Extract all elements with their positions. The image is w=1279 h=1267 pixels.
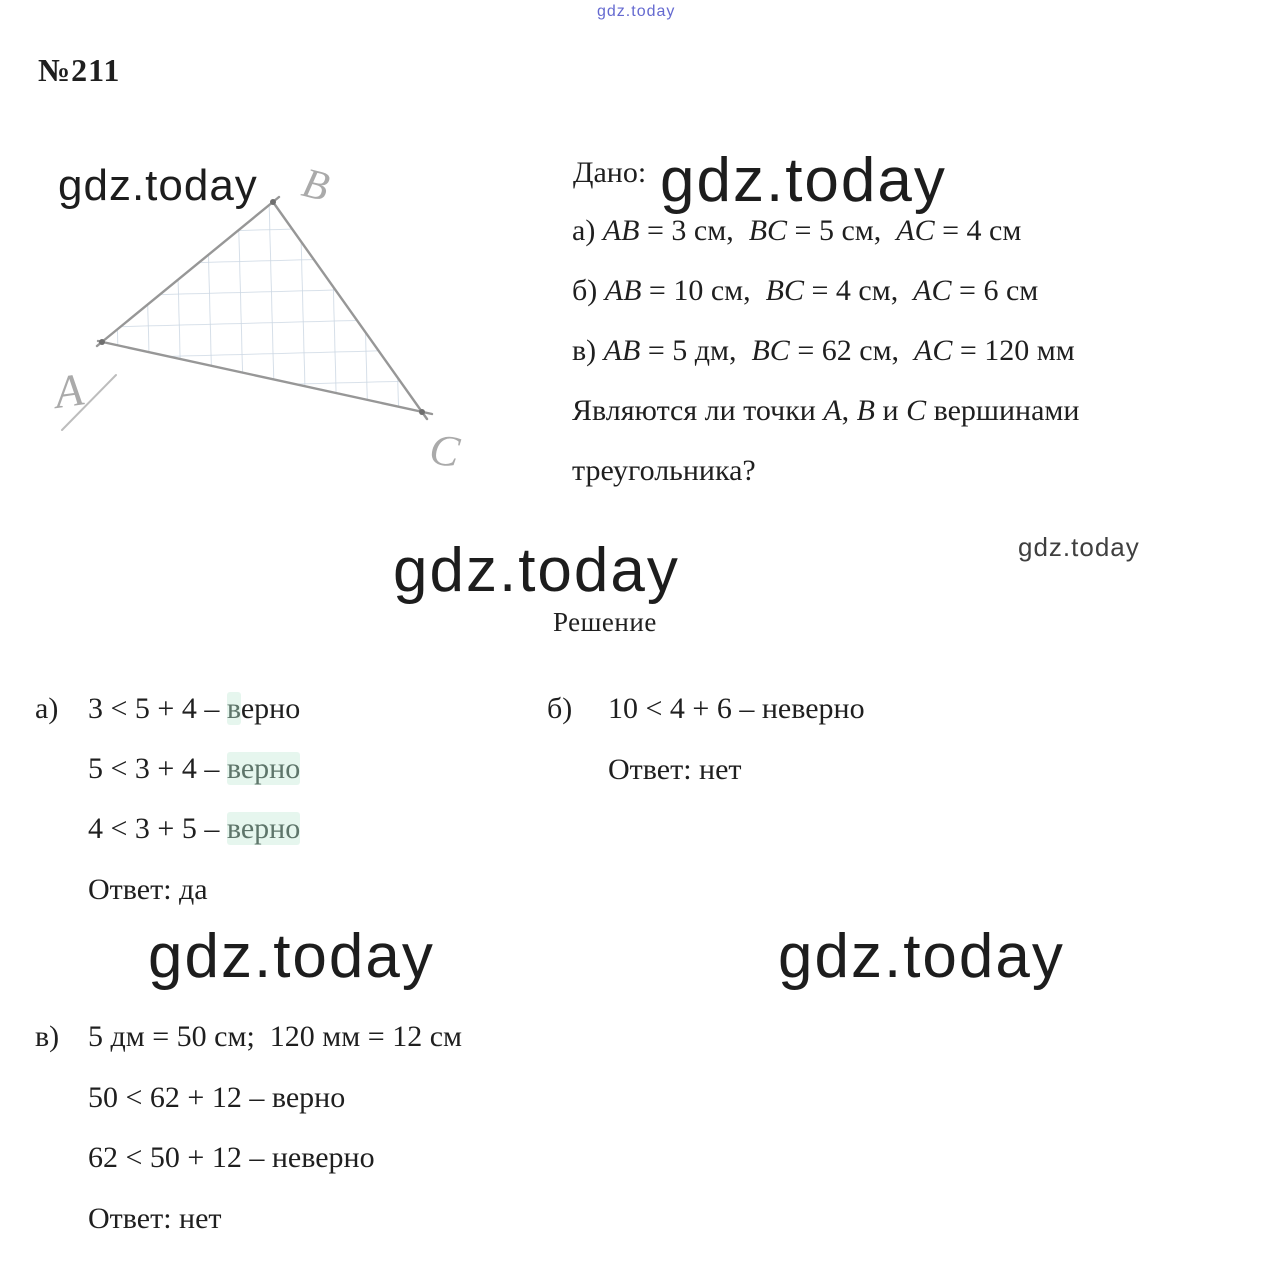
part-a-answer: Ответ: да [88, 873, 208, 906]
part-b-answer: Ответ: нет [608, 753, 742, 786]
question-line-2: треугольника? [572, 454, 756, 487]
watermark-bottom-left: gdz.today [148, 922, 435, 991]
solution-title: Решение [553, 607, 657, 637]
part-v-line-1: 5 дм = 50 см; 120 мм = 12 см [88, 1020, 462, 1053]
problem-number: №211 [38, 52, 121, 88]
vertex-label-c: C [426, 424, 463, 477]
part-a-line-2: 5 < 3 + 4 – верно [88, 752, 301, 785]
watermark-given: gdz.today [660, 146, 947, 215]
part-a-line-3: 4 < 3 + 5 – верно [88, 812, 301, 845]
given-line-a: а) AB = 3 см, BC = 5 см, AC = 4 см [572, 214, 1022, 247]
watermark-center: gdz.today [393, 536, 680, 605]
part-a-line-1: 3 < 5 + 4 – верно [88, 692, 301, 725]
part-b-line-1: 10 < 4 + 6 – неверно [608, 692, 865, 725]
watermark-top: gdz.today [597, 3, 676, 20]
part-v-line-3: 62 < 50 + 12 – неверно [88, 1141, 375, 1174]
watermark-figure: gdz.today [58, 161, 258, 210]
vertex-label-a: A [51, 363, 87, 418]
given-label: Дано: [573, 156, 647, 189]
part-b-label: б) [547, 692, 573, 725]
watermark-right-small: gdz.today [1018, 532, 1140, 562]
part-v-line-2: 50 < 62 + 12 – верно [88, 1081, 346, 1114]
part-v-answer: Ответ: нет [88, 1202, 222, 1235]
part-a-label: а) [35, 692, 59, 725]
part-v-label: в) [35, 1020, 60, 1053]
vertex-label-b: B [297, 160, 334, 211]
question-line-1: Являются ли точки A, B и C вершинами [572, 394, 1080, 427]
triangle-grid [90, 192, 435, 422]
given-line-v: в) AB = 5 дм, BC = 62 см, AC = 120 мм [572, 334, 1075, 367]
watermark-bottom-right: gdz.today [778, 922, 1065, 991]
given-line-b: б) AB = 10 см, BC = 4 см, AC = 6 см [572, 274, 1039, 307]
